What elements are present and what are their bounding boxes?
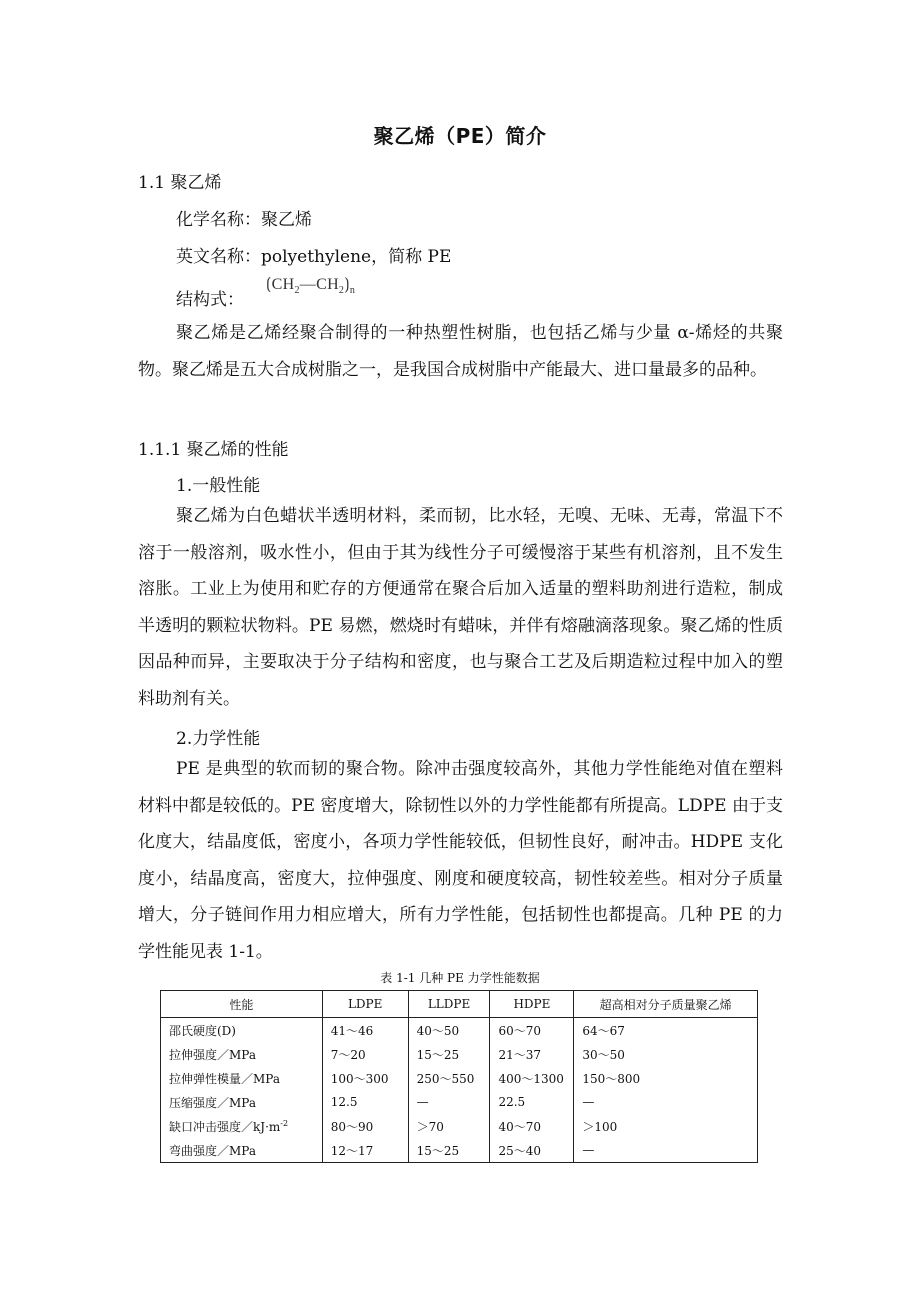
subheading-general: 1.一般性能	[176, 476, 261, 496]
formula-n: n	[349, 285, 356, 297]
pe-properties-table	[160, 990, 758, 1163]
table-row	[161, 1114, 758, 1138]
table-row	[161, 1138, 758, 1163]
cell-uhmwpe: 30～50	[574, 1042, 758, 1066]
header-ldpe: LDPE	[322, 991, 408, 1018]
formula-ch-1: CH	[271, 276, 295, 293]
header-hdpe: HDPE	[490, 991, 574, 1018]
cell-property: 拉伸弹性模量／MPa	[161, 1066, 323, 1090]
impact-unit-superscript: -2	[280, 1118, 289, 1128]
cell-property: 拉伸强度／MPa	[161, 1042, 323, 1066]
formula-close-bracket: ⟯	[344, 276, 350, 293]
formula-bond: —	[299, 276, 317, 293]
mechanical-properties-paragraph: PE 是典型的软而韧的聚合物。除冲击强度较高外，其他力学性能绝对值在塑料材料中都是较低的。PE 密度增大，除韧性以外的力学性能都有所提高。LDPE 由于支化度大，结晶度低，密度小，各项力学性能较低，但韧性良好，耐冲击。HDPE 支化度小，结晶度高，密度大，拉伸强度、刚度和硬度较高，韧性较差些。相对分子质量增大，分子链间作用力相应增大，所有力学性能，包括韧性也都提高。几种 PE 的力学性能见表 1-1。	[138, 759, 783, 962]
cell-ldpe: 41～46	[322, 1018, 408, 1043]
cell-lldpe: 15～25	[408, 1042, 490, 1066]
cell-uhmwpe: —	[574, 1090, 758, 1114]
cell-property: 弯曲强度／MPa	[161, 1138, 323, 1163]
cell-hdpe: 60～70	[490, 1018, 574, 1043]
header-property: 性能	[161, 991, 323, 1018]
cell-lldpe: ＞70	[408, 1114, 490, 1138]
english-name-line: 英文名称：polyethylene，简称 PE	[176, 247, 452, 267]
general-properties-paragraph: 聚乙烯为白色蜡状半透明材料，柔而韧，比水轻，无嗅、无味、无毒，常温下不溶于一般溶剂，吸水性小，但由于其为线性分子可缓慢溶于某些有机溶剂，且不发生溶胀。工业上为使用和贮存的方便通常在聚合后加入适量的塑料助剂进行造粒，制成半透明的颗粒状物料。PE 易燃，燃烧时有蜡味，并伴有熔融滴落现象。聚乙烯的性质因品种而异，主要取决于分子结构和密度，也与聚合工艺及后期造粒过程中加入的塑料助剂有关。	[138, 506, 783, 709]
formula-ch-2: CH	[316, 276, 339, 293]
cell-hdpe: 400～1300	[490, 1066, 574, 1090]
header-uhmwpe: 超高相对分子质量聚乙烯	[574, 991, 758, 1018]
structure-label: 结构式：	[176, 290, 244, 310]
cell-uhmwpe: 150～800	[574, 1066, 758, 1090]
formula-open-bracket: ⟮	[266, 276, 272, 293]
cell-lldpe: 250～550	[408, 1066, 490, 1090]
cell-uhmwpe: 64～67	[574, 1018, 758, 1043]
page-title: 聚乙烯（PE）简介	[373, 124, 547, 148]
table-row	[161, 1042, 758, 1066]
cell-property	[161, 1114, 323, 1138]
cell-ldpe: 100～300	[322, 1066, 408, 1090]
cell-property: 邵氏硬度(D)	[161, 1018, 323, 1043]
subheading-mechanical: 2.力学性能	[176, 729, 261, 749]
formula-sub-2: 2	[338, 285, 345, 297]
cell-hdpe: 25～40	[490, 1138, 574, 1163]
formula-sub-1: 2	[294, 285, 300, 297]
cell-uhmwpe: —	[574, 1138, 758, 1163]
section-heading-1-1-1: 1.1.1 聚乙烯的性能	[138, 440, 289, 460]
cell-hdpe: 22.5	[490, 1090, 574, 1114]
cell-lldpe: 15～25	[408, 1138, 490, 1163]
cell-property: 压缩强度／MPa	[161, 1090, 323, 1114]
cell-hdpe: 21～37	[490, 1042, 574, 1066]
cell-ldpe: 7～20	[322, 1042, 408, 1066]
intro-paragraph: 聚乙烯是乙烯经聚合制得的一种热塑性树脂，也包括乙烯与少量 α-烯烃的共聚物。聚乙烯是五大合成树脂之一，是我国合成树脂中产能最大、进口量最多的品种。	[138, 323, 783, 380]
section-heading-1-1: 1.1 聚乙烯	[138, 173, 222, 193]
cell-lldpe: —	[408, 1090, 490, 1114]
cell-ldpe: 80～90	[322, 1114, 408, 1138]
table-header-row	[161, 991, 758, 1018]
header-lldpe: LLDPE	[408, 991, 490, 1018]
table-row	[161, 1090, 758, 1114]
cell-hdpe: 40～70	[490, 1114, 574, 1138]
cell-ldpe: 12～17	[322, 1138, 408, 1163]
table-row	[161, 1066, 758, 1090]
impact-unit-label: 缺口冲击强度／kJ·m	[169, 1119, 281, 1134]
structural-formula	[266, 276, 355, 296]
cell-uhmwpe: ＞100	[574, 1114, 758, 1138]
cell-ldpe: 12.5	[322, 1090, 408, 1114]
table-caption: 表 1-1 几种 PE 力学性能数据	[380, 971, 540, 985]
table-row	[161, 1018, 758, 1043]
chemical-name-line: 化学名称：聚乙烯	[176, 210, 312, 230]
cell-lldpe: 40～50	[408, 1018, 490, 1043]
